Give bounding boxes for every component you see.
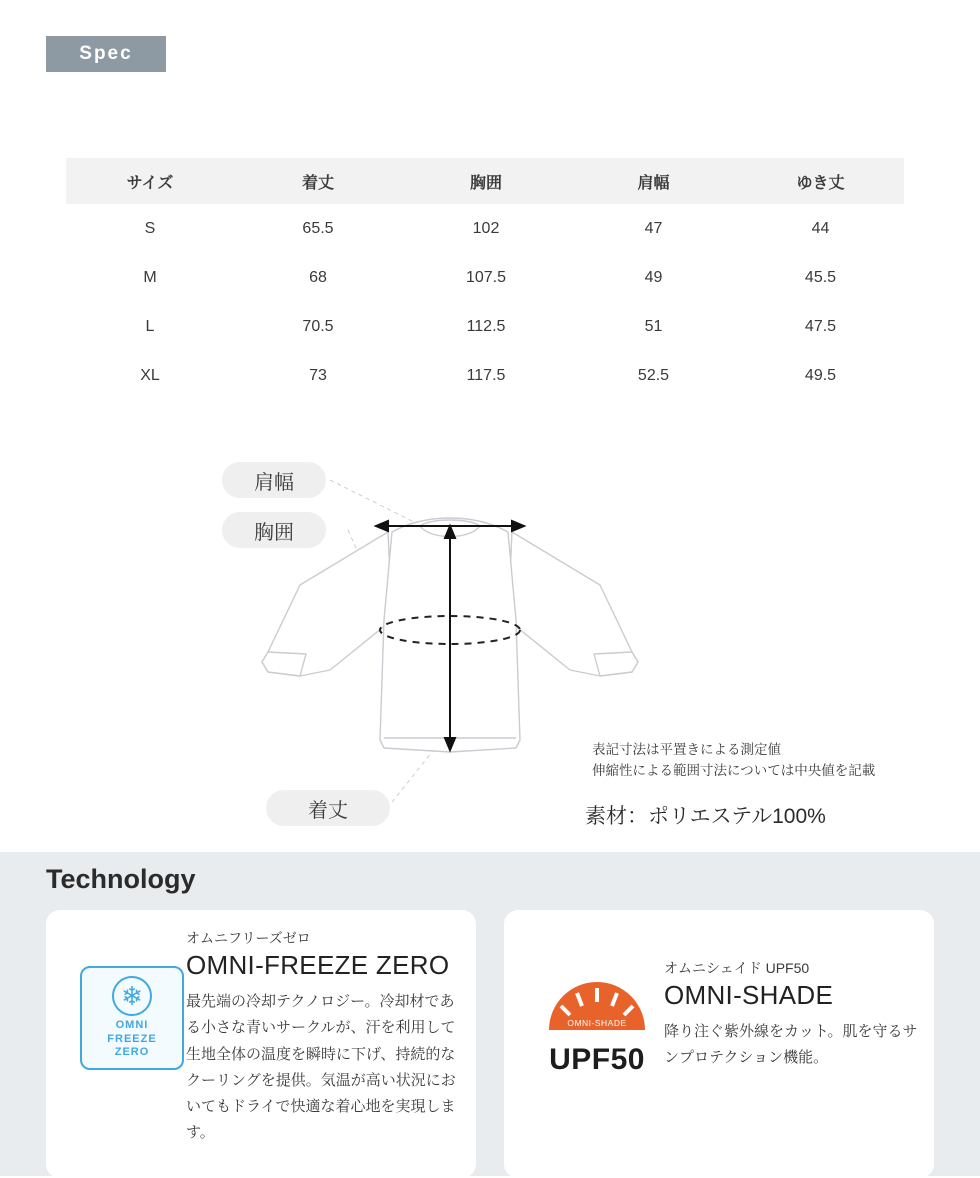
spec-badge-label: Spec bbox=[79, 43, 133, 64]
technology-card-name: OMNI-FREEZE ZERO bbox=[186, 950, 450, 980]
cell-chest: 112.5 bbox=[466, 317, 506, 335]
omni-shade-icon-line1: OMNI-SHADE bbox=[567, 1018, 627, 1028]
size-table bbox=[66, 158, 904, 400]
garment-measurement-diagram bbox=[0, 440, 980, 850]
cell-sleeve: 47.5 bbox=[804, 317, 837, 335]
technology-card-kana: オムニフリーズゼロ bbox=[186, 930, 311, 946]
cell-size: S bbox=[144, 219, 156, 237]
cell-length: 73 bbox=[309, 366, 327, 384]
callout-shoulder-label: 肩幅 bbox=[254, 471, 294, 494]
callout-chest bbox=[222, 512, 326, 548]
omni-freeze-zero-icon-line2: FREEZE bbox=[107, 1032, 157, 1045]
material-text: 素材：ポリエステル100% bbox=[585, 805, 826, 828]
measurement-note-line1: 表記寸法は平置きによる測定値 bbox=[592, 742, 781, 757]
cell-sleeve: 45.5 bbox=[804, 268, 837, 286]
technology-card-body bbox=[186, 928, 460, 1147]
table-header-row bbox=[66, 158, 904, 204]
column-header-chest: 胸囲 bbox=[402, 158, 570, 204]
table-row bbox=[66, 351, 904, 400]
column-header-sleeve: ゆき丈 bbox=[737, 158, 904, 204]
cell-chest: 102 bbox=[472, 219, 500, 237]
technology-card-description: 降り注ぐ紫外線をカット。肌を守るサンプロテクション機能。 bbox=[664, 1023, 918, 1067]
table-row bbox=[66, 204, 904, 253]
cell-shoulder: 49 bbox=[644, 268, 663, 286]
cell-sleeve: 49.5 bbox=[804, 366, 837, 384]
spec-section-badge bbox=[46, 36, 166, 72]
omni-shade-icon bbox=[526, 946, 652, 1076]
callout-chest-label: 胸囲 bbox=[254, 521, 294, 544]
omni-freeze-zero-icon bbox=[68, 946, 194, 1072]
snowflake-icon: ❄ bbox=[112, 976, 152, 1016]
cell-shoulder: 52.5 bbox=[637, 366, 670, 384]
column-header-length: 着丈 bbox=[234, 158, 402, 204]
column-header-shoulder: 肩幅 bbox=[570, 158, 737, 204]
cell-size: M bbox=[143, 268, 157, 286]
cell-chest: 117.5 bbox=[466, 366, 506, 384]
column-header-size: サイズ bbox=[66, 158, 234, 204]
cell-length: 70.5 bbox=[302, 317, 334, 335]
cell-sleeve: 44 bbox=[811, 219, 830, 237]
technology-card-omni-freeze-zero bbox=[46, 910, 476, 1178]
technology-card-kana: オムニシェイド UPF50 bbox=[664, 960, 810, 976]
technology-card-name: OMNI-SHADE bbox=[664, 980, 834, 1010]
technology-card-omni-shade bbox=[504, 910, 934, 1178]
callout-shoulder-width bbox=[222, 462, 326, 498]
callout-body-length bbox=[266, 790, 390, 826]
cell-shoulder: 51 bbox=[644, 317, 663, 335]
omni-freeze-zero-icon-line3: ZERO bbox=[114, 1046, 150, 1059]
cell-chest: 107.5 bbox=[465, 268, 507, 286]
callout-body-length-label: 着丈 bbox=[308, 799, 348, 822]
cell-length: 65.5 bbox=[302, 219, 334, 237]
measurement-note-line2: 伸縮性による範囲寸法については中央値を記載 bbox=[592, 762, 876, 778]
technology-title: Technology bbox=[46, 864, 196, 894]
technology-section bbox=[0, 852, 980, 1176]
measurement-note bbox=[592, 740, 875, 782]
technology-card-description: 最先端の冷却テクノロジー。冷却材である小さな青いサークルが、汗を利用して生地全体の温度を瞬時に下げ、持続的なクーリングを提供。気温が高い状況においてもドライで快適な着心地を実現します。 bbox=[186, 993, 456, 1142]
cell-shoulder: 47 bbox=[644, 219, 663, 237]
sun-rays-icon bbox=[537, 972, 657, 1036]
cell-length: 68 bbox=[309, 268, 327, 286]
garment-illustration bbox=[0, 440, 980, 850]
cell-size: L bbox=[145, 317, 155, 335]
omni-shade-icon-line2: UPF50 bbox=[549, 1043, 645, 1076]
omni-freeze-zero-icon-line1: OMNI bbox=[115, 1018, 149, 1031]
cell-size: XL bbox=[140, 366, 160, 384]
table-row bbox=[66, 253, 904, 302]
table-row bbox=[66, 302, 904, 351]
technology-card-body bbox=[664, 958, 918, 1072]
